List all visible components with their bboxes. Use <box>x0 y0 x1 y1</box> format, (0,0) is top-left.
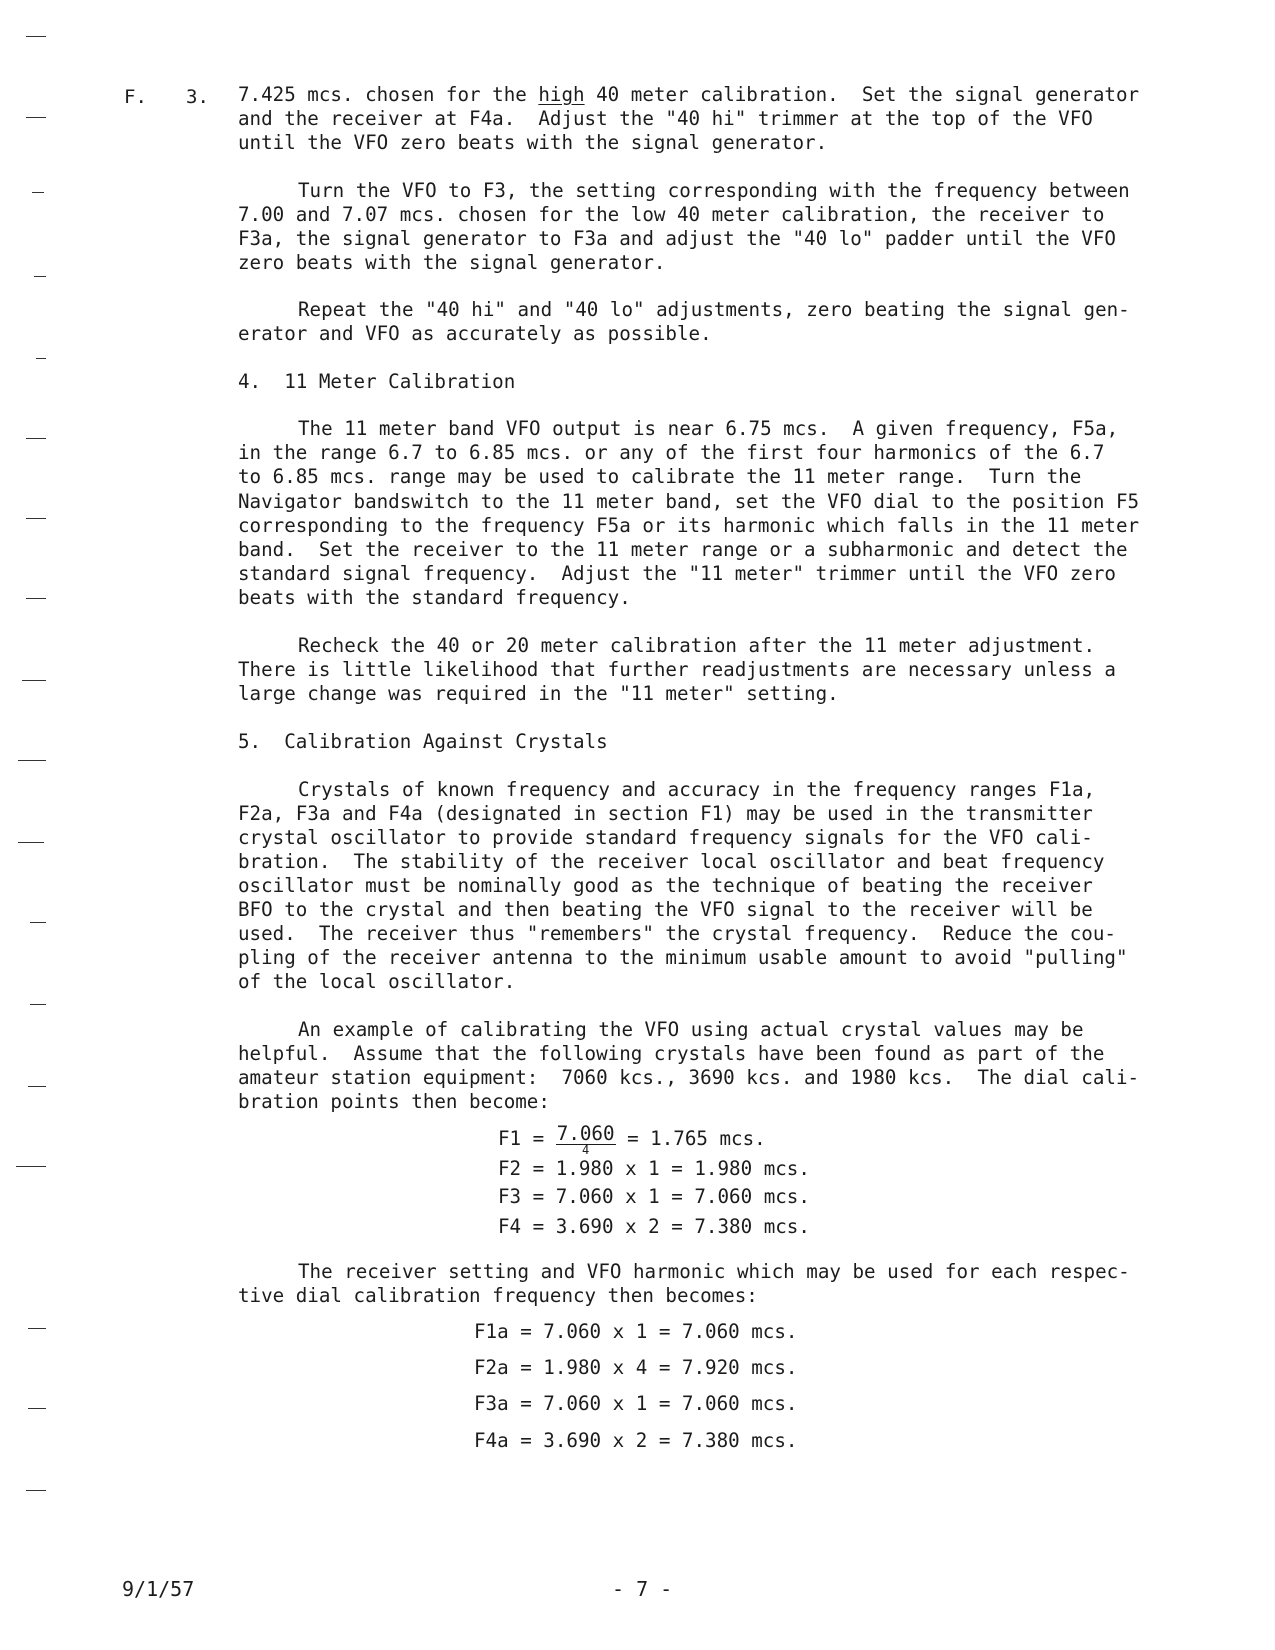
text-line: Navigator bandswitch to the 11 meter band, set the VFO dial to the position F5 <box>238 490 1140 513</box>
text-line: helpful. Assume that the following crystals have been found as part of the <box>238 1042 1105 1065</box>
margin-tick <box>26 117 46 118</box>
text-line: Crystals of known frequency and accuracy in the frequency ranges F1a, <box>298 778 1096 801</box>
margin-tick <box>28 1408 46 1409</box>
item-number: 3. <box>186 86 209 108</box>
section-heading: 5. Calibration Against Crystals <box>238 730 608 753</box>
text-line: There is little likelihood that further readjustments are necessary unless a <box>238 658 1116 681</box>
margin-tick <box>30 922 46 923</box>
text-line: zero beats with the signal generator. <box>238 251 666 274</box>
section-heading: 4. 11 Meter Calibration <box>238 370 516 393</box>
margin-tick <box>26 1490 46 1491</box>
margin-tick <box>30 1004 46 1005</box>
equation-line: F4a = 3.690 x 2 = 7.380 mcs. <box>474 1429 798 1452</box>
equation-line: F2 = 1.980 x 1 = 1.980 mcs. <box>498 1157 810 1180</box>
margin-tick <box>26 598 46 599</box>
text-line: pling of the receiver antenna to the minimum usable amount to avoid "pulling" <box>238 946 1128 969</box>
margin-tick <box>16 1166 46 1167</box>
text-line: until the VFO zero beats with the signal generator. <box>238 131 828 154</box>
margin-tick <box>18 842 44 843</box>
text-line: used. The receiver thus "remembers" the crystal frequency. Reduce the cou- <box>238 922 1116 945</box>
text-line: F3a, the signal generator to F3a and adjust the "40 lo" padder until the VFO <box>238 227 1116 250</box>
page-number: - 7 - <box>612 1577 673 1601</box>
equation-line: F3a = 7.060 x 1 = 7.060 mcs. <box>474 1392 798 1415</box>
section-letter: F. <box>124 86 147 108</box>
text-line: amateur station equipment: 7060 kcs., 3690 kcs. and 1980 kcs. The dial cali- <box>238 1066 1140 1089</box>
text-line: Recheck the 40 or 20 meter calibration after the 11 meter adjustment. <box>298 634 1096 657</box>
text-line: and the receiver at F4a. Adjust the "40 hi" trimmer at the top of the VFO <box>238 107 1093 130</box>
text-line: standard signal frequency. Adjust the "11 meter" trimmer until the VFO zero <box>238 562 1116 585</box>
margin-tick <box>34 276 46 277</box>
margin-tick <box>22 680 46 681</box>
text-line: 7.00 and 7.07 mcs. chosen for the low 40 meter calibration, the receiver to <box>238 203 1105 226</box>
text-line: The receiver setting and VFO harmonic which may be used for each respec- <box>298 1260 1130 1283</box>
margin-tick <box>26 36 46 37</box>
margin-tick <box>28 1328 46 1329</box>
text-line: large change was required in the "11 meter" setting. <box>238 682 839 705</box>
margin-tick <box>32 192 44 193</box>
text-line: tive dial calibration frequency then becomes: <box>238 1284 758 1307</box>
text-line: band. Set the receiver to the 11 meter range or a subharmonic and detect the <box>238 538 1128 561</box>
footer-date: 9/1/57 <box>122 1577 195 1601</box>
text-line: bration. The stability of the receiver local oscillator and beat frequency <box>238 850 1105 873</box>
text-line: Repeat the "40 hi" and "40 lo" adjustments, zero beating the signal gen- <box>298 298 1130 321</box>
margin-tick <box>26 438 46 439</box>
text-line: of the local oscillator. <box>238 970 516 993</box>
equation-line: F1a = 7.060 x 1 = 7.060 mcs. <box>474 1320 798 1343</box>
text-line: oscillator must be nominally good as the technique of beating the receiver <box>238 874 1093 897</box>
text-line: The 11 meter band VFO output is near 6.75 mcs. A given frequency, F5a, <box>298 417 1119 440</box>
text-line: in the range 6.7 to 6.85 mcs. or any of the first four harmonics of the 6.7 <box>238 441 1105 464</box>
text-line: beats with the standard frequency. <box>238 586 631 609</box>
margin-tick <box>36 358 46 359</box>
text-line: bration points then become: <box>238 1090 550 1113</box>
text-line: Turn the VFO to F3, the setting corresponding with the frequency between <box>298 179 1130 202</box>
underlined-word: high <box>538 83 585 106</box>
equation-f1: F1 = $\frac{7.060}{4}$ = 1.765 mcs. <box>498 1122 766 1157</box>
text-line: An example of calibrating the VFO using actual crystal values may be <box>298 1018 1084 1041</box>
text-line: to 6.85 mcs. range may be used to calibrate the 11 meter range. Turn the <box>238 465 1082 488</box>
text-line: corresponding to the frequency F5a or its harmonic which falls in the 11 meter <box>238 514 1140 537</box>
equation-line: F2a = 1.980 x 4 = 7.920 mcs. <box>474 1356 798 1379</box>
margin-tick <box>18 760 46 761</box>
text-line: F2a, F3a and F4a (designated in section F1) may be used in the transmitter <box>238 802 1093 825</box>
equation-line: F4 = 3.690 x 2 = 7.380 mcs. <box>498 1215 810 1238</box>
equation-line: F3 = 7.060 x 1 = 7.060 mcs. <box>498 1185 810 1208</box>
text-line: BFO to the crystal and then beating the VFO signal to the receiver will be <box>238 898 1093 921</box>
margin-tick <box>26 518 46 519</box>
text-line: 7.425 mcs. chosen for the high 40 meter calibration. Set the signal generator <box>238 83 1140 106</box>
text-line: erator and VFO as accurately as possible. <box>238 322 712 345</box>
text-line: crystal oscillator to provide standard frequency signals for the VFO cali- <box>238 826 1093 849</box>
margin-tick <box>28 1086 46 1087</box>
fraction: $\frac{7.060}{4}$ <box>556 1122 615 1157</box>
